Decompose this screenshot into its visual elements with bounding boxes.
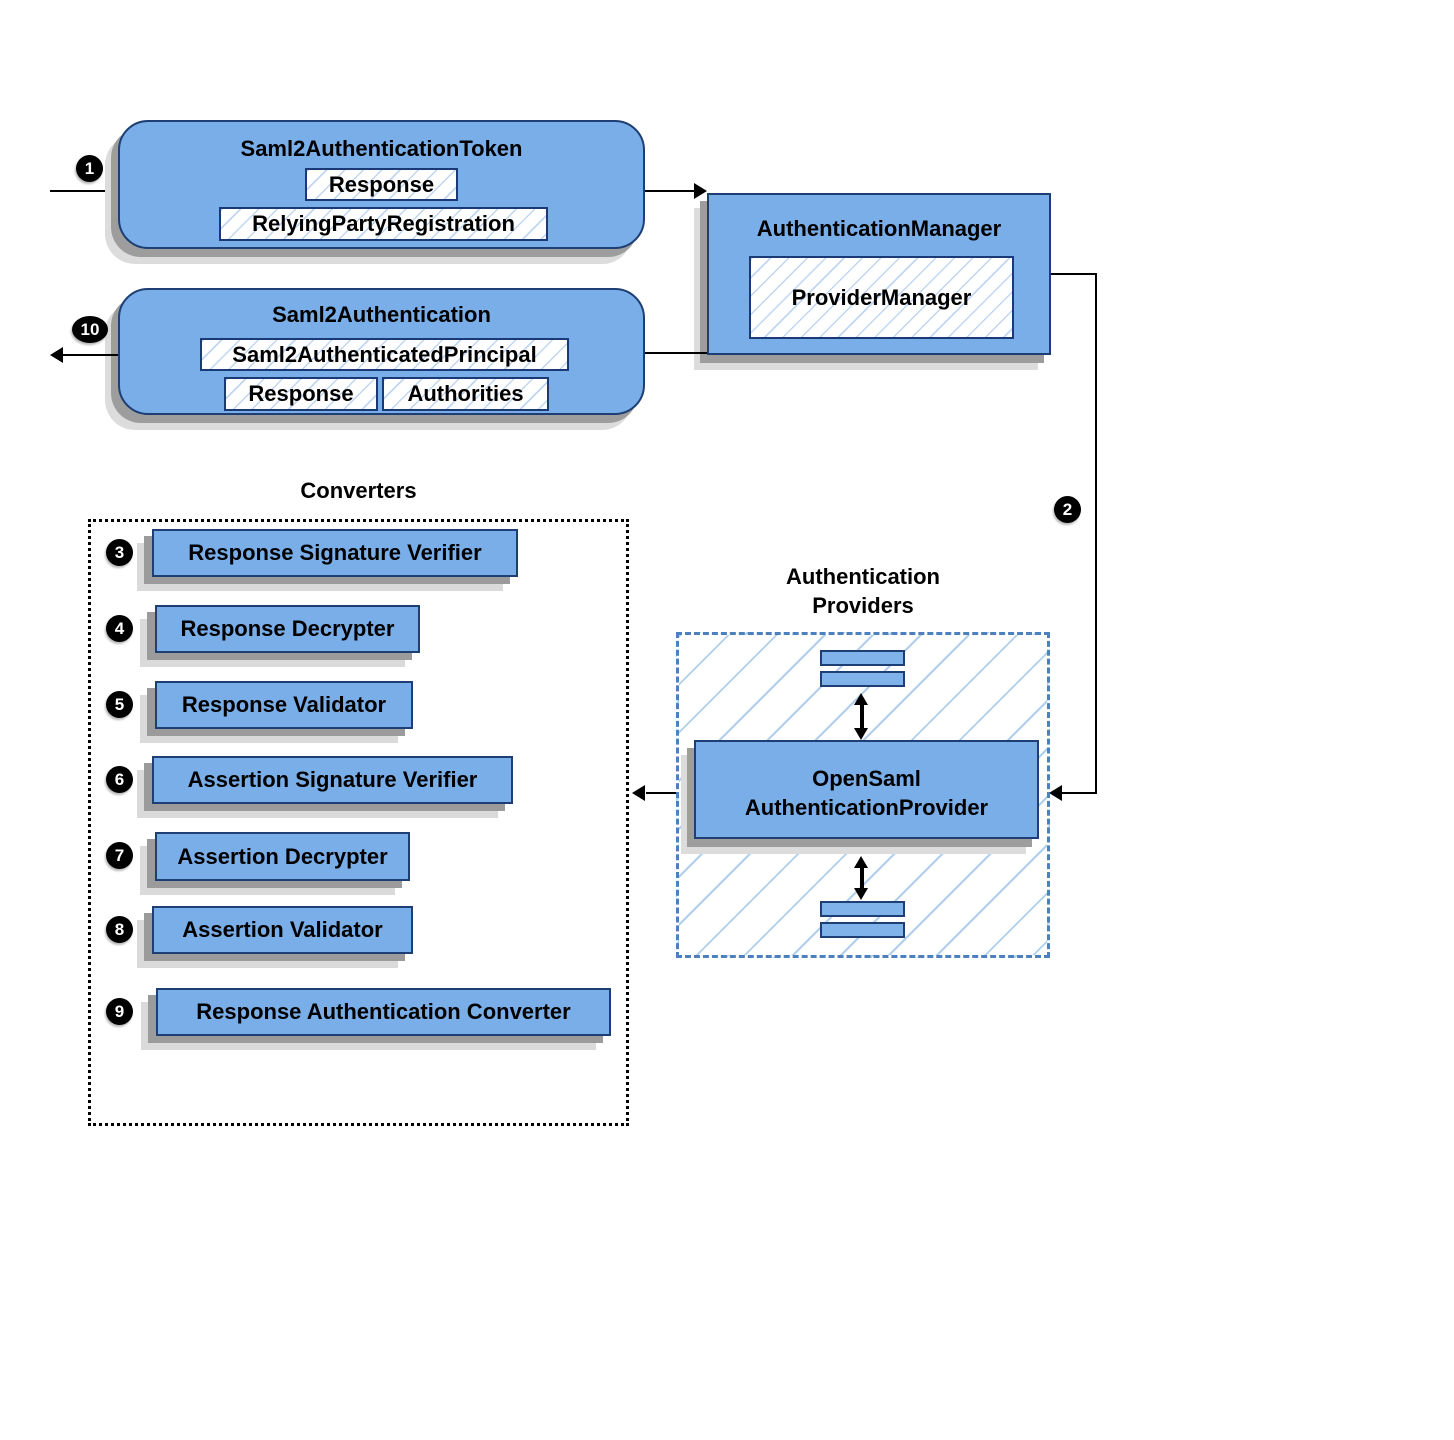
authentication-manager-title: AuthenticationManager — [756, 216, 1002, 241]
bottom-double-arrow-shaft — [860, 867, 864, 889]
response-chip-2: Response — [224, 377, 378, 411]
saml2-authentication-token-box — [118, 120, 645, 249]
assertion-decrypter-bar: Assertion Decrypter — [155, 832, 410, 881]
converters-title: Converters — [300, 478, 417, 503]
saml2-authentication-token-title: Saml2AuthenticationToken — [240, 136, 523, 161]
assertion-signature-verifier-bar: Assertion Signature Verifier — [152, 756, 513, 804]
assertion-validator-bar: Assertion Validator — [152, 906, 413, 954]
response-signature-verifier-bar: Response Signature Verifier — [152, 529, 518, 577]
token-to-manager-arrowhead — [694, 183, 707, 199]
outgoing-result-arrowhead — [50, 347, 63, 363]
response-authentication-converter-bar: Response Authentication Converter — [156, 988, 611, 1036]
response-validator-bar: Response Validator — [155, 681, 413, 729]
authentication-providers-title-line2: Providers — [812, 593, 914, 618]
step-10-badge: 10 — [72, 316, 108, 343]
step-1-badge: 1 — [76, 155, 103, 182]
step-9-badge: 9 — [106, 998, 133, 1025]
manager-to-authentication-line — [645, 352, 707, 354]
step-8-badge: 8 — [106, 916, 133, 943]
outgoing-result-line — [62, 354, 118, 356]
provider-in-arrowhead — [1049, 785, 1062, 801]
provider-stack-bar-1 — [820, 650, 905, 666]
authentication-manager-box — [707, 193, 1051, 355]
step-4-badge: 4 — [106, 615, 133, 642]
saml2-authentication-title: Saml2Authentication — [272, 302, 491, 327]
provider-manager-chip: ProviderManager — [749, 256, 1014, 339]
step-3-badge: 3 — [106, 539, 133, 566]
bottom-double-arrow-down — [854, 888, 868, 900]
relying-party-registration-chip: RelyingPartyRegistration — [219, 207, 548, 241]
step-7-badge: 7 — [106, 842, 133, 869]
manager-to-provider-vline — [1095, 273, 1097, 794]
provider-to-converters-line — [646, 792, 676, 794]
provider-in-line — [1062, 792, 1097, 794]
token-to-manager-line — [645, 190, 695, 192]
manager-out-line — [1051, 273, 1097, 275]
response-decrypter-bar: Response Decrypter — [155, 605, 420, 653]
saml2-authenticated-principal-chip: Saml2AuthenticatedPrincipal — [200, 338, 569, 371]
incoming-request-line — [50, 190, 118, 192]
authorities-chip: Authorities — [382, 377, 549, 411]
provider-stack-bar-2 — [820, 671, 905, 687]
provider-to-converters-arrowhead — [632, 785, 645, 801]
step-5-badge: 5 — [106, 691, 133, 718]
step-6-badge: 6 — [106, 766, 133, 793]
provider-stack-bar-3 — [820, 901, 905, 917]
opensaml-provider-title-line2: AuthenticationProvider — [744, 795, 989, 820]
opensaml-authentication-provider-box — [694, 740, 1039, 839]
top-double-arrow-shaft — [860, 704, 864, 730]
saml2-authentication-box — [118, 288, 645, 415]
authentication-providers-title — [676, 562, 1050, 620]
top-double-arrow-down — [854, 728, 868, 740]
provider-stack-bar-4 — [820, 922, 905, 938]
authentication-providers-title-line1: Authentication — [786, 564, 940, 589]
opensaml-provider-title-line1: OpenSaml — [812, 766, 921, 791]
response-chip: Response — [305, 168, 458, 201]
step-2-badge: 2 — [1054, 496, 1081, 523]
